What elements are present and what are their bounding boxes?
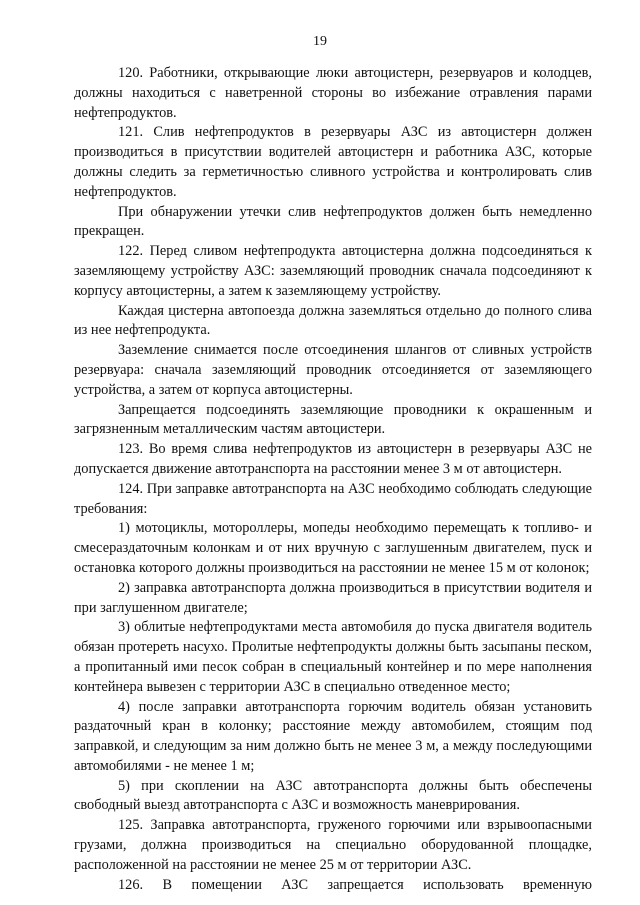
list-item-4: 4) после заправки автотранспорта горючим водитель обязан установить раздаточный кран в колонку; расстояние между автомобилем, стоящим под заправкой, и следующим за ним должно быть не менее 3 м, а между последующими автомобилями - не менее 1 м; (74, 698, 592, 774)
paragraph-122: 122. Перед сливом нефтепродукта автоцистерна должна подсоединяться к заземляющему устройству АЗС: заземляющий проводник сначала подсоединяют к корпусу автоцистерны, а затем к заземляющему устройству. (74, 243, 592, 299)
page-number: 19 (313, 34, 327, 49)
paragraph-122-removal: Заземление снимается после отсоединения шлангов от сливных устройств резервуара: сначала заземляющий проводник отсоединяется от заземляющего устройства, а затем от корпуса автоцистерны. (74, 342, 592, 398)
paragraph-122-each-tank: Каждая цистерна автопоезда должна заземляться отдельно до полного слива из нее нефтепродукта. (74, 302, 592, 339)
paragraph-123: 123. Во время слива нефтепродуктов из автоцистерн в резервуары АЗС не допускается движение автотранспорта на расстоянии менее 3 м от автоцистерн. (74, 441, 592, 477)
paragraph-122-prohibition: Запрещается подсоединять заземляющие проводники к окрашенным и загрязненным металлическим частям автоцистери. (74, 401, 592, 438)
paragraph-125: 125. Заправка автотранспорта, груженого горючими или взрывоопасными грузами, должна производиться на специально оборудованной площадке, расположенной на расстоянии не менее 25 м от территории АЗС. (74, 817, 592, 873)
paragraph-120: 120. Работники, открывающие люки автоцистерн, резервуаров и колодцев, должны находиться с наветренной стороны во избежание отравления парами нефтепродуктов. (74, 65, 592, 121)
list-item-3: 3) облитые нефтепродуктами места автомобиля до пуска двигателя водитель обязан протереть насухо. Пролитые нефтепродукты должны быть засыпаны песком, а пропитанный ими песок собран в специальный контейнер и по мере наполнения контейнера вывезен с территории АЗС в специально отведенное место; (74, 619, 592, 695)
paragraph-121-leak: При обнаружении утечки слив нефтепродуктов должен быть немедленно прекращен. (74, 203, 592, 240)
document-body (74, 64, 592, 895)
paragraph-126: 126. В помещении АЗС запрещается использовать временную (118, 876, 592, 893)
list-item-1: 1) мотоциклы, мотороллеры, мопеды необходимо перемещать к топливо- и смесераздаточным колонкам и от них вручную с заглушенным двигателем, пуск и остановка которого должны производиться на расстоянии не менее 15 м от колонок; (74, 520, 592, 576)
paragraph-124: 124. При заправке автотранспорта на АЗС необходимо соблюдать следующие требования: (74, 480, 592, 517)
list-item-5: 5) при скоплении на АЗС автотранспорта должны быть обеспечены свободный выезд автотранспорта с АЗС и возможность маневрирования. (74, 777, 592, 814)
paragraph-121: 121. Слив нефтепродуктов в резервуары АЗС из автоцистерн должен производиться в присутствии водителей автоцистерн и работника АЗС, которые должны следить за герметичностью сливного устройства и контролировать слив нефтепродуктов. (74, 124, 592, 200)
list-item-2: 2) заправка автотранспорта должна производиться в присутствии водителя и при заглушенном двигателе; (74, 579, 592, 616)
